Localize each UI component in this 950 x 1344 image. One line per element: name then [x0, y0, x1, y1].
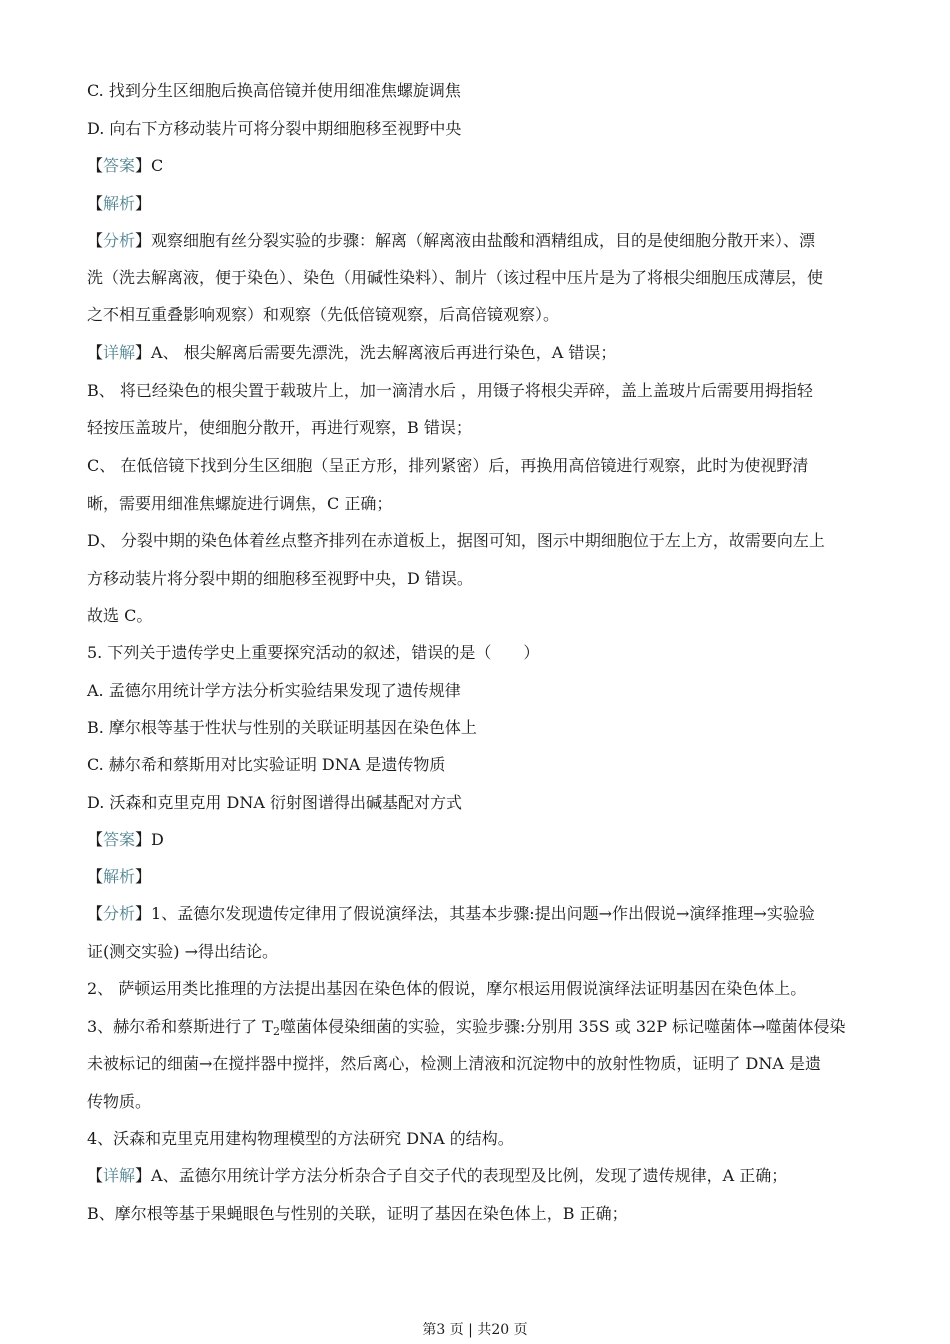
- line-text: 晰，需要用细准焦螺旋进行调焦，C 正确；: [87, 494, 393, 513]
- text-line: [87, 1166, 862, 1186]
- line-text: D、 分裂中期的染色体着丝点整齐排列在赤道板上，据图可知，图示中期细胞位于左上方，故需要向左上: [87, 531, 825, 550]
- line-text: D: [151, 830, 164, 849]
- section-label: 【解析】: [87, 194, 152, 213]
- text-line: [87, 494, 862, 514]
- text-line: [87, 606, 862, 626]
- text-line: [87, 1129, 862, 1149]
- line-text: 3、赫尔希和蔡斯进行了 T: [87, 1017, 273, 1036]
- text-line: [87, 381, 862, 401]
- line-text: A、孟德尔用统计学方法分析杂合子自交子代的表现型及比例，发现了遗传规律，A 正确；: [151, 1166, 788, 1185]
- line-text: D. 向右下方移动装片可将分裂中期细胞移至视野中央: [87, 119, 462, 138]
- line-text: 之不相互重叠影响观察）和观察（先低倍镜观察，后高倍镜观察）。: [87, 305, 560, 324]
- line-text: B、摩尔根等基于果蝇眼色与性别的关联，证明了基因在染色体上，B 正确；: [87, 1204, 628, 1223]
- section-label: 【分析】: [87, 231, 152, 250]
- text-line: [87, 904, 862, 924]
- line-text: A. 孟德尔用统计学方法分析实验结果发现了遗传规律: [87, 681, 461, 700]
- line-text-continued: 噬菌体侵染细菌的实验，实验步骤:分别用 35S 或 32P 标记噬菌体→噬菌体侵染: [279, 1017, 846, 1036]
- text-line: [87, 1054, 862, 1074]
- text-line: [87, 156, 862, 176]
- text-line: [87, 867, 862, 887]
- line-text: 故选 C。: [87, 606, 153, 625]
- line-text: D. 沃森和克里克用 DNA 衍射图谱得出碱基配对方式: [87, 793, 462, 812]
- text-line: [87, 456, 862, 476]
- text-line: [87, 1204, 862, 1224]
- section-label: 【详解】: [87, 343, 152, 362]
- line-text: 1、孟德尔发现遗传定律用了假说演绎法，其基本步骤:提出问题→作出假说→演绎推理→实验验: [151, 904, 815, 923]
- text-line: [87, 81, 862, 101]
- section-label: 【分析】: [87, 904, 152, 923]
- line-text: 方移动装片将分裂中期的细胞移至视野中央，D 错误。: [87, 569, 473, 588]
- text-line: [87, 979, 862, 999]
- page-footer: 第3 页 | 共20 页: [422, 1322, 528, 1338]
- text-line: [87, 569, 862, 589]
- text-line: [87, 418, 862, 438]
- text-line: [87, 531, 862, 551]
- text-line: [87, 1092, 862, 1112]
- text-line: [87, 681, 862, 701]
- text-line: [87, 830, 862, 850]
- line-text: 4、沃森和克里克用建构物理模型的方法研究 DNA 的结构。: [87, 1129, 514, 1148]
- subscript: 2: [272, 1025, 280, 1038]
- line-text: 2、 萨顿运用类比推理的方法提出基因在染色体的假说，摩尔根运用假说演绎法证明基因在染色体上。: [87, 979, 807, 998]
- line-text: 轻按压盖玻片，使细胞分散开，再进行观察，B 错误；: [87, 418, 472, 437]
- text-line: [87, 268, 862, 288]
- line-text: B、 将已经染色的根尖置于载玻片上，加一滴清水后 ，用镊子将根尖弄碎，盖上盖玻片后需要用拇指轻: [87, 381, 813, 400]
- line-text: A、 根尖解离后需要先漂洗，洗去解离液后再进行染色，A 错误；: [151, 343, 617, 362]
- section-label: 【答案】: [87, 156, 152, 175]
- text-line: [87, 718, 862, 738]
- text-line: [87, 1017, 862, 1042]
- text-line: [87, 755, 862, 775]
- line-text: 观察细胞有丝分裂实验的步骤：解离（解离液由盐酸和酒精组成，目的是使细胞分散开来）、漂: [151, 231, 816, 250]
- text-line: [87, 793, 862, 813]
- line-text: 5. 下列关于遗传学史上重要探究活动的叙述，错误的是（ ）: [87, 643, 540, 662]
- line-text: C. 赫尔希和蔡斯用对比实验证明 DNA 是遗传物质: [87, 755, 446, 774]
- text-line: [87, 119, 862, 139]
- line-text: 未被标记的细菌→在搅拌器中搅拌，然后离心，检测上清液和沉淀物中的放射性物质，证明了 DNA 是遗: [87, 1054, 821, 1073]
- section-label: 【解析】: [87, 867, 152, 886]
- text-line: [87, 643, 862, 663]
- line-text: 洗（洗去解离液，便于染色）、染色（用碱性染料）、制片（该过程中压片是为了将根尖细胞压成薄层，使: [87, 268, 824, 287]
- text-line: [87, 942, 862, 962]
- line-text: C、 在低倍镜下找到分生区细胞（呈正方形，排列紧密）后，再换用高倍镜进行观察，此时为使视野清: [87, 456, 809, 475]
- text-line: [87, 231, 862, 251]
- section-label: 【答案】: [87, 830, 152, 849]
- line-text: B. 摩尔根等基于性状与性别的关联证明基因在染色体上: [87, 718, 477, 737]
- text-line: [87, 343, 862, 363]
- line-text: C: [151, 156, 164, 175]
- text-line: [87, 194, 862, 214]
- line-text: 传物质。: [87, 1092, 152, 1111]
- line-text: 证(测交实验) →得出结论。: [87, 942, 278, 961]
- text-line: [87, 305, 862, 325]
- section-label: 【详解】: [87, 1166, 152, 1185]
- line-text: C. 找到分生区细胞后换高倍镜并使用细准焦螺旋调焦: [87, 81, 461, 100]
